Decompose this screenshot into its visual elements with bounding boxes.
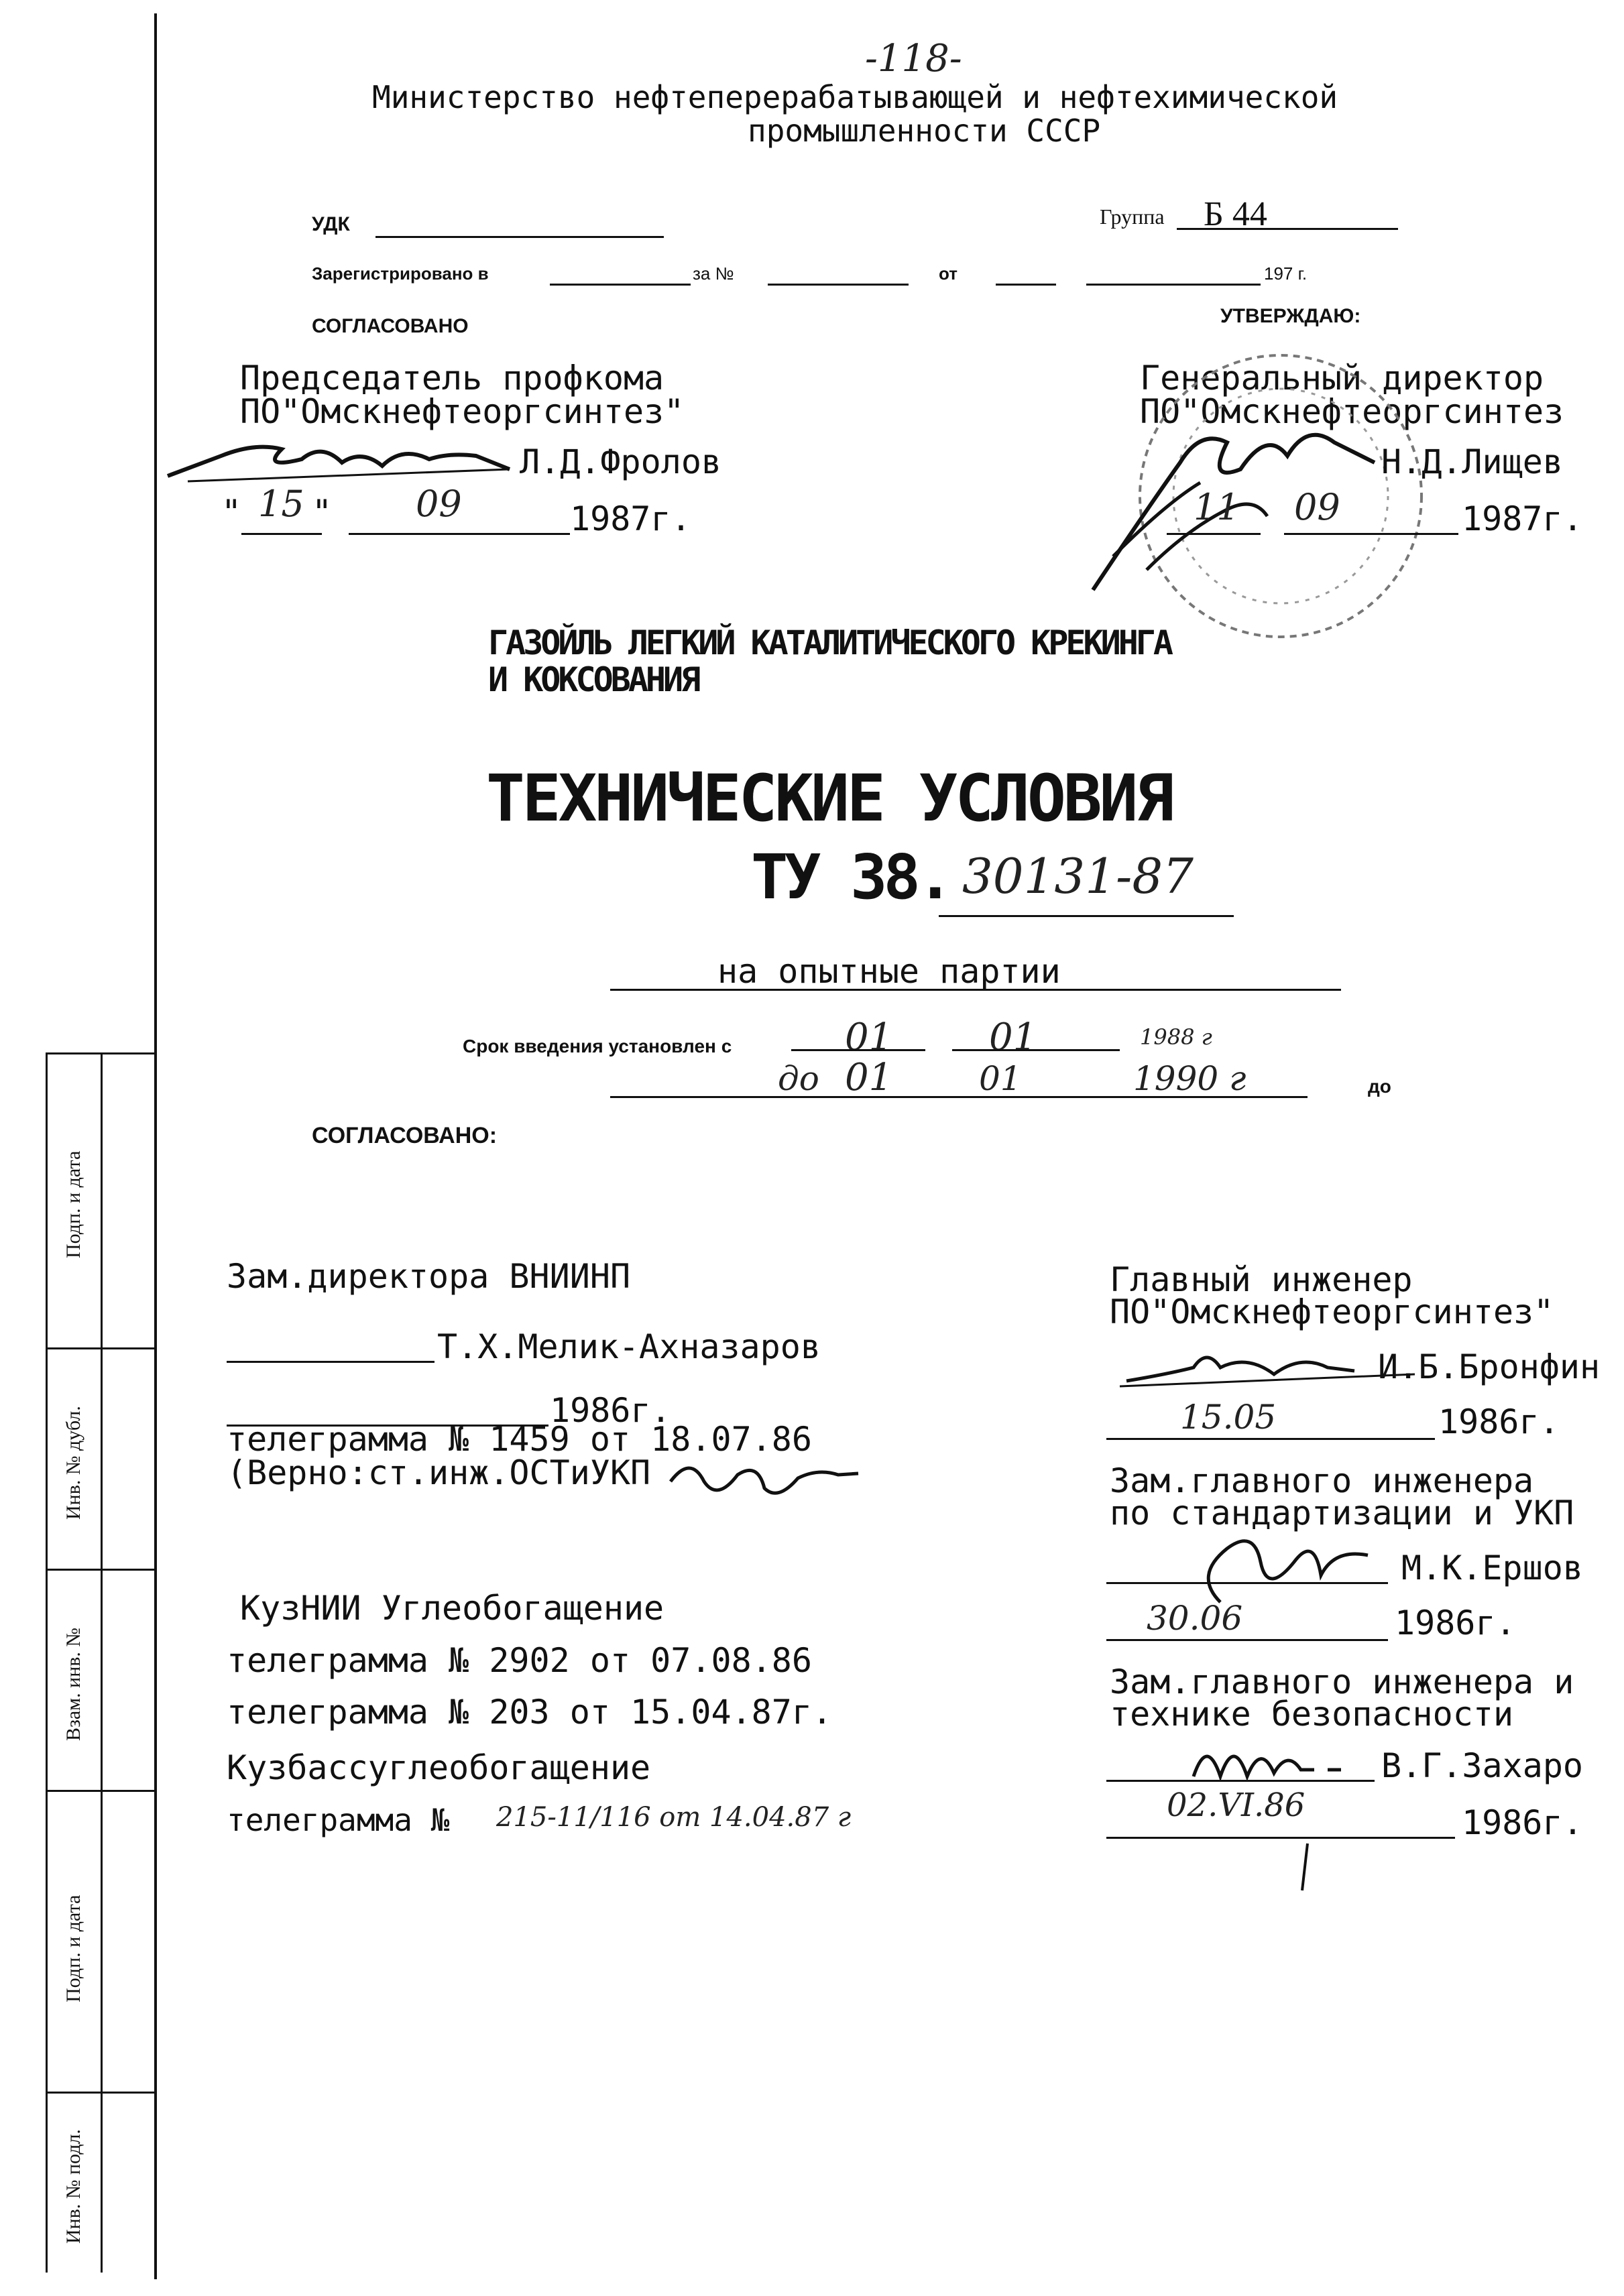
page-number: -118-	[865, 37, 962, 80]
right-approval-year: 1987г.	[1462, 499, 1583, 538]
chief-eng-year: 1986г.	[1438, 1402, 1560, 1441]
validity-until-word: до	[1368, 1076, 1391, 1097]
deputy-std-line-2: по стандартизации и УКП	[1110, 1494, 1574, 1532]
vniinp-name: Т.Х.Мелик-Ахназаров	[437, 1327, 821, 1366]
ministry-line-1: Министерство нефтеперерабатывающей и нефтехимической	[372, 79, 1338, 115]
ministry-line-2: промышленности СССР	[748, 113, 1101, 149]
validity-from-year: 1988 г	[1140, 1024, 1212, 1050]
deputy-safety-line-1: Зам.главного инженера и	[1110, 1663, 1574, 1701]
product-line-2: И КОКСОВАНИЯ	[488, 660, 699, 699]
vniinp-year: 1986г.	[550, 1391, 671, 1430]
kuzniiu-title: КузНИИ Углеобогащение	[240, 1589, 664, 1628]
stamp-box-sign-date-2: Подп. и дата	[62, 1894, 84, 2002]
telegram-4-label: телеграмма №	[227, 1802, 450, 1838]
telegram-1: телеграмма № 1459 от 18.07.86	[227, 1420, 812, 1459]
chief-eng-line-1: Главный инженер	[1110, 1260, 1413, 1299]
group-label: Группа	[1100, 204, 1165, 229]
right-approval-line-2: ПО"Омскнефтеоргсинтез	[1140, 392, 1564, 431]
agreed-heading: СОГЛАСОВАНО:	[312, 1123, 498, 1148]
validity-from-day: 01	[845, 1016, 893, 1059]
tu-prefix: ТУ 38.	[751, 841, 950, 913]
telegram-3: телеграмма № 203 от 15.04.87г.	[227, 1693, 833, 1732]
left-approval-name: Л.Д.Фролов	[520, 442, 722, 481]
udk-label: УДК	[312, 213, 350, 235]
validity-to-year: 1990 г	[1133, 1059, 1246, 1098]
right-date-month: 09	[1294, 486, 1340, 528]
from-label: от	[939, 263, 958, 284]
right-approval-line-1: Генеральный директор	[1140, 359, 1544, 398]
stamp-box-inv-dup: Инв. № дубл.	[62, 1406, 84, 1520]
left-date-quote-close: "	[312, 493, 333, 532]
right-approval-heading: УТВЕРЖДАЮ:	[1220, 305, 1361, 327]
left-approval-heading: СОГЛАСОВАНО	[312, 315, 469, 337]
deputy-std-year: 1986г.	[1395, 1604, 1516, 1642]
validity-to-month: 01	[979, 1059, 1022, 1098]
validity-to-day: 01	[845, 1056, 893, 1099]
deputy-safety-year: 1986г.	[1462, 1803, 1583, 1842]
stamp-box-sign-date-1: Подп. и дата	[62, 1150, 84, 1258]
bronfin-signature	[1113, 1341, 1422, 1394]
right-approval-name: Н.Д.Лищев	[1381, 442, 1563, 481]
chief-eng-date: 15.05	[1180, 1398, 1277, 1437]
true-copy-signature	[664, 1448, 865, 1508]
vniinp-title: Зам.директора ВНИИНП	[227, 1257, 631, 1296]
deputy-std-line-1: Зам.главного инженера	[1110, 1461, 1534, 1500]
chief-eng-name: И.Б.Бронфин	[1378, 1347, 1601, 1386]
validity-from-month: 01	[989, 1016, 1037, 1059]
telegram-2: телеграмма № 2902 от 07.08.86	[227, 1641, 812, 1680]
stamp-box-inv-orig: Инв. № подл.	[62, 2129, 84, 2244]
deputy-std-name: М.К.Ершов	[1401, 1549, 1583, 1587]
director-signature	[1066, 402, 1415, 603]
frolov-signature	[161, 429, 523, 489]
reg-number-label: за №	[693, 263, 734, 284]
group-value: Б 44	[1204, 195, 1267, 233]
validity-to-prefix: до	[778, 1059, 819, 1098]
kuzbass-title: Кузбассуглеобогащение	[227, 1748, 651, 1787]
deputy-std-date: 30.06	[1147, 1599, 1243, 1638]
left-date-quote-open: "	[221, 493, 242, 532]
left-approval-line-2: ПО"Омскнефтеоргсинтез"	[240, 392, 685, 431]
batch-note: на опытные партии	[717, 952, 1061, 991]
deputy-safety-line-2: технике безопасности	[1110, 1695, 1514, 1734]
registered-label: Зарегистрировано в	[312, 263, 489, 284]
product-line-1: ГАЗОЙЛЬ ЛЕГКИЙ КАТАЛИТИЧЕСКОГО КРЕКИНГА	[488, 623, 1171, 662]
pen-stroke	[1294, 1840, 1321, 1894]
telegram-4-hand: 215-11/116 от 14.04.87 г	[496, 1802, 852, 1833]
deputy-safety-name: В.Г.Захаро	[1381, 1746, 1584, 1785]
deputy-safety-date: 02.VI.86	[1167, 1787, 1306, 1824]
validity-label: Срок введения установлен с	[463, 1036, 732, 1056]
year-suffix: 197 г.	[1264, 263, 1308, 284]
margin-line	[154, 13, 157, 2279]
stamp-box-replace-inv: Взам. инв. №	[62, 1627, 84, 1741]
left-date-month: 09	[416, 483, 462, 525]
left-approval-year: 1987г.	[570, 499, 691, 538]
true-copy: (Верно:ст.инж.ОСТиУКП	[227, 1453, 651, 1492]
left-approval-line-1: Председатель профкома	[240, 359, 664, 398]
chief-eng-line-2: ПО"Омскнефтеоргсинтез"	[1110, 1292, 1554, 1331]
doc-title: ТЕХНИЧЕСКИЕ УСЛОВИЯ	[486, 761, 1172, 836]
tu-number: 30131-87	[962, 848, 1194, 904]
right-date-day: 11	[1194, 486, 1240, 528]
left-date-day: 15	[258, 483, 304, 525]
